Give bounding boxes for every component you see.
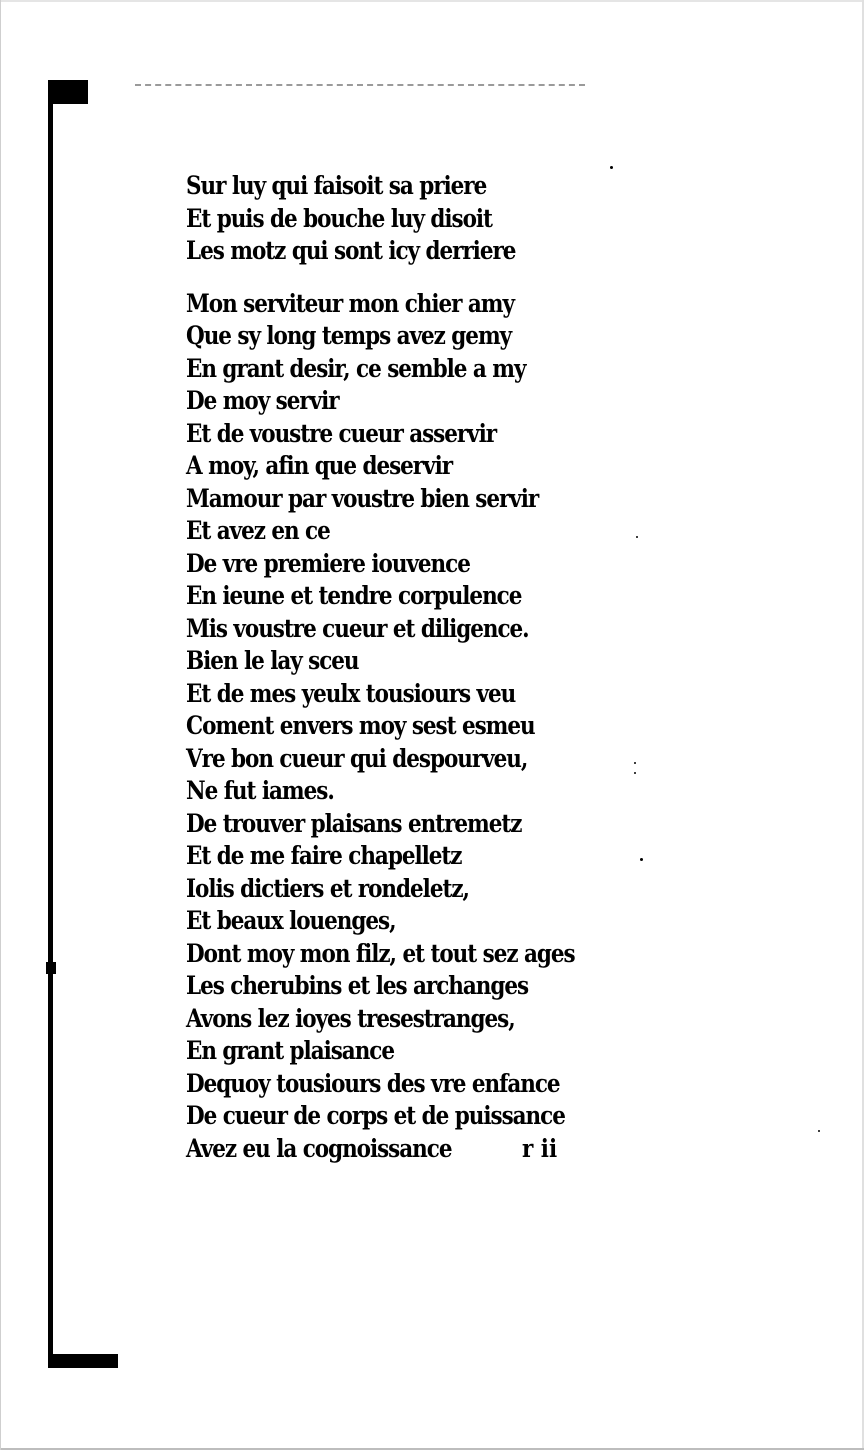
verse-line: A moy, afin que deservir bbox=[186, 451, 453, 480]
verse-line: Et de me faire chapelletz bbox=[186, 841, 462, 870]
verse-line-last bbox=[186, 1133, 633, 1166]
ink-speck bbox=[634, 772, 636, 774]
verse-line: Vre bon cueur qui despourveu, bbox=[186, 743, 528, 773]
verse-line: En grant desir, ce semble a my bbox=[186, 353, 526, 383]
signature-mark: r ii bbox=[521, 1133, 558, 1163]
binding-mark-bottom bbox=[48, 1354, 118, 1368]
verse-line: Ne fut iames. bbox=[186, 776, 334, 805]
stanza-break bbox=[186, 268, 633, 288]
verse-line: Dequoy tousiours des vre enfance bbox=[186, 1068, 560, 1098]
verse-line: Et beaux louenges, bbox=[186, 906, 396, 935]
verse-line: Bien le lay sceu bbox=[186, 646, 359, 675]
binding-gutter-line bbox=[48, 80, 53, 1355]
top-rule-line bbox=[135, 84, 585, 86]
verse-line: Que sy long temps avez gemy bbox=[186, 321, 512, 350]
verse-text-block bbox=[186, 170, 633, 1165]
scan-edge-left bbox=[0, 0, 1, 1450]
scan-edge-top bbox=[0, 0, 864, 2]
verse-line: Sur luy qui faisoit sa priere bbox=[186, 171, 487, 200]
verse-line: Avons lez ioyes tresestranges, bbox=[186, 1003, 515, 1033]
verse-line: Et de voustre cueur asservir bbox=[186, 418, 497, 448]
binding-mark-top bbox=[48, 80, 88, 104]
verse-line: Les cherubins et les archanges bbox=[186, 971, 529, 1000]
ink-speck bbox=[610, 166, 613, 169]
ink-speck bbox=[636, 536, 638, 538]
ink-speck bbox=[818, 1130, 820, 1132]
verse-line: En ieune et tendre corpulence bbox=[186, 581, 522, 610]
verse-line: Iolis dictiers et rondeletz, bbox=[186, 873, 469, 903]
verse-line: Dont moy mon filz, et tout sez ages bbox=[186, 938, 575, 968]
verse-line: Coment envers moy sest esmeu bbox=[186, 711, 535, 740]
verse-line: Les motz qui sont icy derriere bbox=[186, 236, 516, 265]
ink-speck bbox=[640, 858, 643, 861]
verse-line: Et puis de bouche luy disoit bbox=[186, 203, 492, 233]
ink-speck bbox=[634, 762, 636, 764]
verse-line: Mon serviteur mon chier amy bbox=[186, 288, 514, 318]
verse-line: En grant plaisance bbox=[186, 1036, 395, 1065]
verse-line: De vre premiere iouvence bbox=[186, 548, 470, 578]
verse-line: Et de mes yeulx tousiours veu bbox=[186, 678, 516, 708]
verse-line: De moy servir bbox=[186, 386, 339, 415]
verse-line: De cueur de corps et de puissance bbox=[186, 1101, 565, 1130]
verse-line: Mamour par voustre bien servir bbox=[186, 483, 539, 513]
verse-line: Mis voustre cueur et diligence. bbox=[186, 613, 529, 643]
binding-mark-middle bbox=[46, 962, 56, 974]
verse-line-text: Avez eu la cognoissance bbox=[186, 1133, 452, 1163]
verse-line: De trouver plaisans entremetz bbox=[186, 808, 522, 838]
verse-line: Et avez en ce bbox=[186, 516, 330, 545]
